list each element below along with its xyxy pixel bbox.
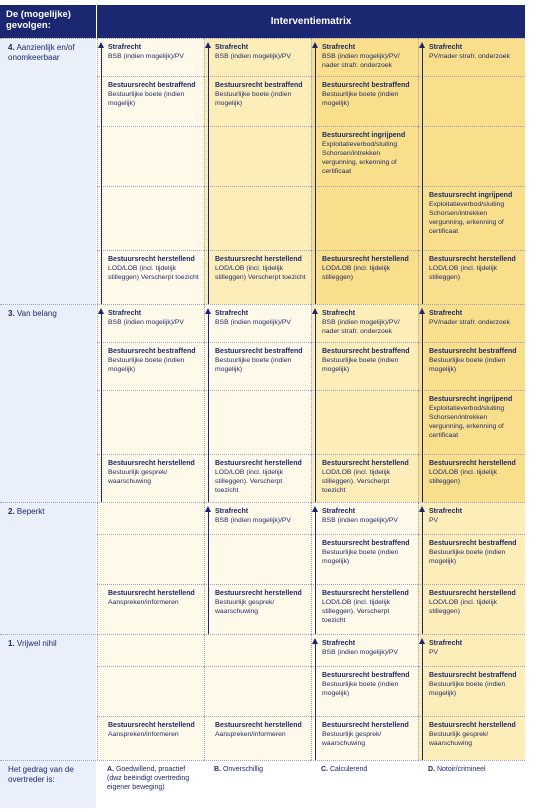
cell-r4-d-empty-2 — [418, 126, 525, 186]
escalation-arrow-line — [101, 48, 102, 304]
footer-col-d: D. Notoir/crimineel — [418, 760, 525, 808]
escalation-arrow-line — [208, 314, 209, 502]
arrow-up-icon — [419, 638, 425, 644]
cell-r1-c-strafrecht: Strafrecht BSB (indien mogelijk)/PV — [311, 634, 418, 666]
cell-r4-d-ingrijpend: Bestuursrecht ingrijpend Exploitatieverbod/sluiting Schorsen/intrekken vergunning, erkenning of certificaat — [418, 186, 525, 250]
cell-r1-b-herstellend: Bestuursrecht herstellend Aanspreken/informeren — [204, 716, 311, 760]
cell-r2-c-herstellend: Bestuursrecht herstellend LOD/LOB (incl. tijdelijk stilleggen). Verscherpt toezicht — [311, 584, 418, 634]
cell-r4-b-empty-2 — [204, 186, 311, 250]
cell-r4-c-empty-1 — [311, 186, 418, 250]
arrow-up-icon — [419, 42, 425, 48]
cell-r3-a-strafrecht: Strafrecht BSB (indien mogelijk)/PV — [97, 304, 204, 342]
cell-r2-c-bestraffend: Bestuursrecht bestraffend Bestuurlijke boete (indien mogelijk) — [311, 534, 418, 584]
cell-r2-b-empty-1 — [204, 534, 311, 584]
cell-r2-d-strafrecht: Strafrecht PV — [418, 502, 525, 534]
arrow-up-icon — [419, 308, 425, 314]
footer-col-a: A. Goedwillend, proactief (dwz beëindigt overtreding eigener beweging) — [97, 760, 204, 808]
arrow-up-icon — [312, 42, 318, 48]
cell-r3-d-herstellend: Bestuursrecht herstellend LOD/LOB (incl. tijdelijk stilleggen) — [418, 454, 525, 502]
cell-r4-d-empty-1 — [418, 76, 525, 126]
cell-r4-c-ingrijpend: Bestuursrecht ingrijpend Exploitatieverbod/sluiting Schorsen/intrekken vergunning, erkenning of certificaat — [311, 126, 418, 186]
cell-r4-d-strafrecht: Strafrecht PV/nader strafr. onderzoek — [418, 38, 525, 76]
cell-r4-c-bestraffend: Bestuursrecht bestraffend Bestuurlijke boete (indien mogelijk) — [311, 76, 418, 126]
cell-r3-a-herstellend: Bestuursrecht herstellend Bestuurlijk gesprek/ waarschuwing — [97, 454, 204, 502]
cell-r3-b-strafrecht: Strafrecht BSB (indien mogelijk)/PV — [204, 304, 311, 342]
cell-r1-a-empty-2 — [97, 666, 204, 716]
cell-r4-d-herstellend: Bestuursrecht herstellend LOD/LOB (incl. tijdelijk stilleggen) — [418, 250, 525, 304]
arrow-up-icon — [98, 42, 104, 48]
cell-r3-d-strafrecht: Strafrecht PV/nader strafr. onderzoek — [418, 304, 525, 342]
cell-r3-c-herstellend: Bestuursrecht herstellend LOD/LOB (incl. tijdelijk stilleggen). Verscherpt toezicht — [311, 454, 418, 502]
cell-r1-b-empty-2 — [204, 666, 311, 716]
arrow-up-icon — [98, 308, 104, 314]
cell-r3-a-empty-1 — [97, 390, 204, 454]
escalation-arrow-line — [315, 314, 316, 502]
escalation-arrow-line — [208, 512, 209, 634]
cell-r4-b-empty-1 — [204, 126, 311, 186]
cell-r4-a-herstellend: Bestuursrecht herstellend LOD/LOB (incl. tijdelijk stilleggen) Verscherpt toezicht — [97, 250, 204, 304]
cell-r1-c-herstellend: Bestuursrecht herstellend Bestuurlijk gesprek/ waarschuwing — [311, 716, 418, 760]
cell-r2-a-empty-1 — [97, 502, 204, 534]
escalation-arrow-line — [101, 314, 102, 502]
escalation-arrow-line — [315, 644, 316, 760]
cell-r1-a-empty-1 — [97, 634, 204, 666]
cell-r1-d-bestraffend: Bestuursrecht bestraffend Bestuurlijke boete (indien mogelijk) — [418, 666, 525, 716]
cell-r3-c-empty-1 — [311, 390, 418, 454]
cell-r2-b-herstellend: Bestuursrecht herstellend Bestuurlijk gesprek/ waarschuwing — [204, 584, 311, 634]
row-label-4: 4. Aanzienlijk en/of onomkeerbaar — [0, 38, 96, 304]
cell-r2-a-empty-2 — [97, 534, 204, 584]
cell-r1-d-herstellend: Bestuursrecht herstellend Bestuurlijk gesprek/ waarschuwing — [418, 716, 525, 760]
header-title: Interventiematrix — [97, 5, 525, 38]
cell-r4-a-empty-2 — [97, 186, 204, 250]
escalation-arrow-line — [422, 314, 423, 502]
footer-behavior-label: Het gedrag van de overtreder is: — [0, 760, 96, 808]
row-label-3: 3. Van belang — [0, 304, 96, 502]
arrow-up-icon — [312, 638, 318, 644]
footer-col-b: B. Onverschillig — [204, 760, 311, 808]
footer-col-c: C. Calculerend — [311, 760, 418, 808]
cell-r2-d-bestraffend: Bestuursrecht bestraffend Bestuurlijke boete (indien mogelijk) — [418, 534, 525, 584]
cell-r1-c-bestraffend: Bestuursrecht bestraffend Bestuurlijke boete (indien mogelijk) — [311, 666, 418, 716]
cell-r4-b-bestraffend: Bestuursrecht bestraffend Bestuurlijke boete (indien mogelijk) — [204, 76, 311, 126]
arrow-up-icon — [205, 42, 211, 48]
cell-r3-b-herstellend: Bestuursrecht herstellend LOD/LOB (incl. tijdelijk stilleggen). Verscherpt toezicht — [204, 454, 311, 502]
cell-r3-b-empty-1 — [204, 390, 311, 454]
cell-r4-a-empty-1 — [97, 126, 204, 186]
cell-r3-b-bestraffend: Bestuursrecht bestraffend Bestuurlijke boete (indien mogelijk) — [204, 342, 311, 390]
arrow-up-icon — [205, 506, 211, 512]
cell-r3-c-strafrecht: Strafrecht BSB (indien mogelijk)/PV/ nader strafr. onderzoek — [311, 304, 418, 342]
cell-r3-d-ingrijpend: Bestuursrecht ingrijpend Exploitatieverbod/sluiting Schorsen/intrekken vergunning, erkenning of certificaat — [418, 390, 525, 454]
arrow-up-icon — [312, 506, 318, 512]
cell-r4-c-strafrecht: Strafrecht BSB (indien mogelijk)/PV/ nader strafr. onderzoek — [311, 38, 418, 76]
cell-r1-a-herstellend: Bestuursrecht herstellend Aanspreken/informeren — [97, 716, 204, 760]
cell-r2-d-herstellend: Bestuursrecht herstellend LOD/LOB (incl. tijdelijk stilleggen) — [418, 584, 525, 634]
cell-r2-c-strafrecht: Strafrecht BSB (indien mogelijk)/PV — [311, 502, 418, 534]
cell-r3-c-bestraffend: Bestuursrecht bestraffend Bestuurlijke boete (indien mogelijk) — [311, 342, 418, 390]
cell-r1-d-strafrecht: Strafrecht PV — [418, 634, 525, 666]
cell-r4-b-strafrecht: Strafrecht BSB (indien mogelijk)/PV — [204, 38, 311, 76]
header-consequences-label: De (mogelijke) gevolgen: — [0, 5, 96, 38]
cell-r2-b-strafrecht: Strafrecht BSB (indien mogelijk)/PV — [204, 502, 311, 534]
escalation-arrow-line — [422, 48, 423, 304]
escalation-arrow-line — [422, 644, 423, 760]
escalation-arrow-line — [208, 48, 209, 304]
row-label-1: 1. Vrijwel nihil — [0, 634, 96, 760]
cell-r4-c-herstellend: Bestuursrecht herstellend LOD/LOB (incl. tijdelijk stilleggen) — [311, 250, 418, 304]
cell-r1-b-empty-1 — [204, 634, 311, 666]
cell-r3-a-bestraffend: Bestuursrecht bestraffend Bestuurlijke boete (indien mogelijk) — [97, 342, 204, 390]
cell-r3-d-bestraffend: Bestuursrecht bestraffend Bestuurlijke boete (indien mogelijk) — [418, 342, 525, 390]
row-label-2: 2. Beperkt — [0, 502, 96, 634]
cell-r2-a-herstellend: Bestuursrecht herstellend Aanspreken/informeren — [97, 584, 204, 634]
escalation-arrow-line — [422, 512, 423, 634]
cell-r4-a-strafrecht: Strafrecht BSB (indien mogelijk)/PV — [97, 38, 204, 76]
escalation-arrow-line — [315, 48, 316, 304]
cell-r4-b-herstellend: Bestuursrecht herstellend LOD/LOB (incl. tijdelijk stilleggen) Verscherpt toezicht — [204, 250, 311, 304]
cell-r4-a-bestraffend: Bestuursrecht bestraffend Bestuurlijke boete (indien mogelijk) — [97, 76, 204, 126]
arrow-up-icon — [419, 506, 425, 512]
arrow-up-icon — [205, 308, 211, 314]
escalation-arrow-line — [315, 512, 316, 634]
arrow-up-icon — [312, 308, 318, 314]
